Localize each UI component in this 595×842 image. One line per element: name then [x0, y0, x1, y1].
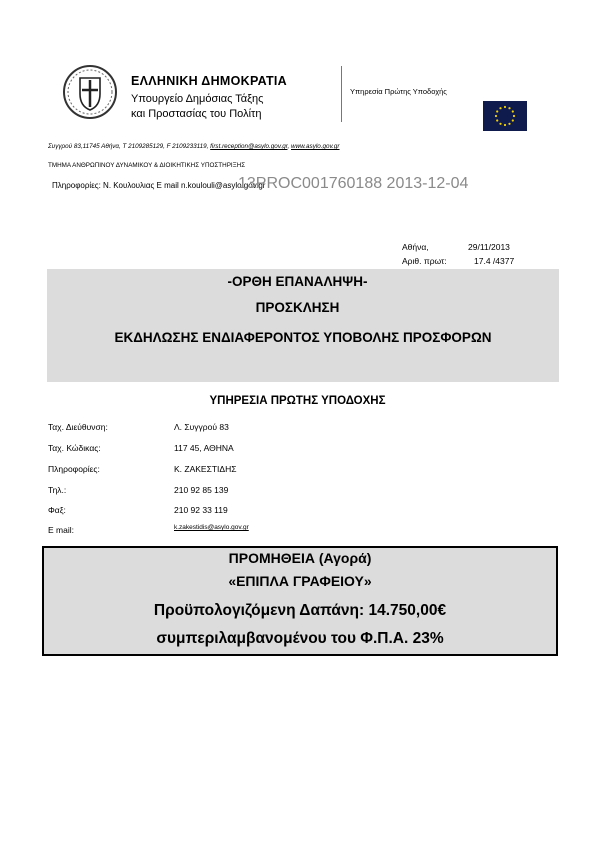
contact-label-email: E mail:: [48, 525, 74, 535]
address-line: Συγγρού 83,11745 Αθήνα, Τ 2109285129, F 2109233119, first.reception@asylo.gov.gr, www.asylo.gov.gr: [48, 143, 340, 150]
procurement-subject: «ΕΠΙΠΛΑ ΓΡΑΦΕΙΟΥ»: [228, 573, 372, 589]
date-label: Αθήνα,: [402, 242, 429, 252]
procurement-type: ΠΡΟΜΗΘΕΙΑ (Αγορά): [228, 550, 372, 566]
reception-email-link[interactable]: first.reception@asylo.gov.gr: [210, 143, 288, 150]
eu-flag-icon: [483, 101, 527, 131]
budget-vat-note: συμπεριλαμβανομένου του Φ.Π.Α. 23%: [156, 630, 444, 647]
contact-label-phone: Τηλ.:: [48, 485, 67, 495]
contact-value-fax: 210 92 33 119: [174, 505, 228, 515]
website-link[interactable]: www.asylo.gov.gr: [291, 143, 340, 150]
org-name: ΕΛΛΗΝΙΚΗ ΔΗΜΟΚΡΑΤΙΑ: [131, 74, 288, 88]
ministry-line-1: Υπουργείο Δημόσιας Τάξης: [131, 93, 264, 105]
banner-line-3: ΕΚΔΗΛΩΣΗΣ ΕΝΔΙΑΦΕΡΟΝΤΟΣ ΥΠΟΒΟΛΗΣ ΠΡΟΣΦΟΡΩΝ: [114, 330, 492, 345]
document-stamp: 13PROC001760188 2013-12-04: [238, 175, 469, 192]
protocol-label: Αριθ. πρωτ:: [402, 256, 447, 266]
service-name: Υπηρεσία Πρώτης Υποδοχής: [350, 87, 447, 96]
contact-value-info: Κ. ΖΑΚΕΣΤΙΔΗΣ: [174, 464, 237, 474]
address-text: Συγγρού 83,11745 Αθήνα, Τ 2109285129, F 2109233119,: [48, 143, 209, 150]
contact-label-info: Πληροφορίες:: [48, 464, 100, 474]
budget-amount: Προϋπολογιζόμενη Δαπάνη: 14.750,00€: [153, 602, 447, 619]
contact-value-email[interactable]: k.zakestidis@asylo.gov.gr: [174, 524, 249, 531]
ministry-line-2: και Προστασίας του Πολίτη: [131, 108, 262, 120]
contact-label-fax: Φαξ:: [48, 505, 66, 515]
banner-line-1: -ΟΡΘΗ ΕΠΑΝΑΛΗΨΗ-: [227, 274, 368, 289]
greek-coat-of-arms-emblem: [62, 64, 118, 120]
banner-line-2: ΠΡΟΣΚΛΗΣΗ: [255, 300, 340, 315]
contact-value-address: Λ. Συγγρού 83: [174, 422, 229, 432]
contact-label-address: Ταχ. Διεύθυνση:: [48, 422, 108, 432]
header-divider: [341, 66, 342, 122]
section-title: ΥΠΗΡΕΣΙΑ ΠΡΩΤΗΣ ΥΠΟΔΟΧΗΣ: [209, 395, 386, 407]
contact-value-phone: 210 92 85 139: [174, 485, 229, 495]
date-value: 29/11/2013: [468, 242, 510, 252]
info-line: Πληροφορίες: Ν. Κουλουλιας E mail n.koulouli@asylo.gov.gr: [52, 181, 266, 190]
contact-value-postcode: 117 45, ΑΘΗΝΑ: [174, 443, 234, 453]
department-name: ΤΜΗΜΑ ΑΝΘΡΩΠΙΝΟΥ ΔΥΝΑΜΙΚΟΥ & ΔΙΟΙΚΗΤΙΚΗΣ ΥΠΟΣΤΗΡΙΞΗΣ: [48, 162, 246, 169]
protocol-value: 17.4 /4377: [474, 256, 515, 266]
contact-label-postcode: Ταχ. Κώδικας:: [48, 443, 101, 453]
